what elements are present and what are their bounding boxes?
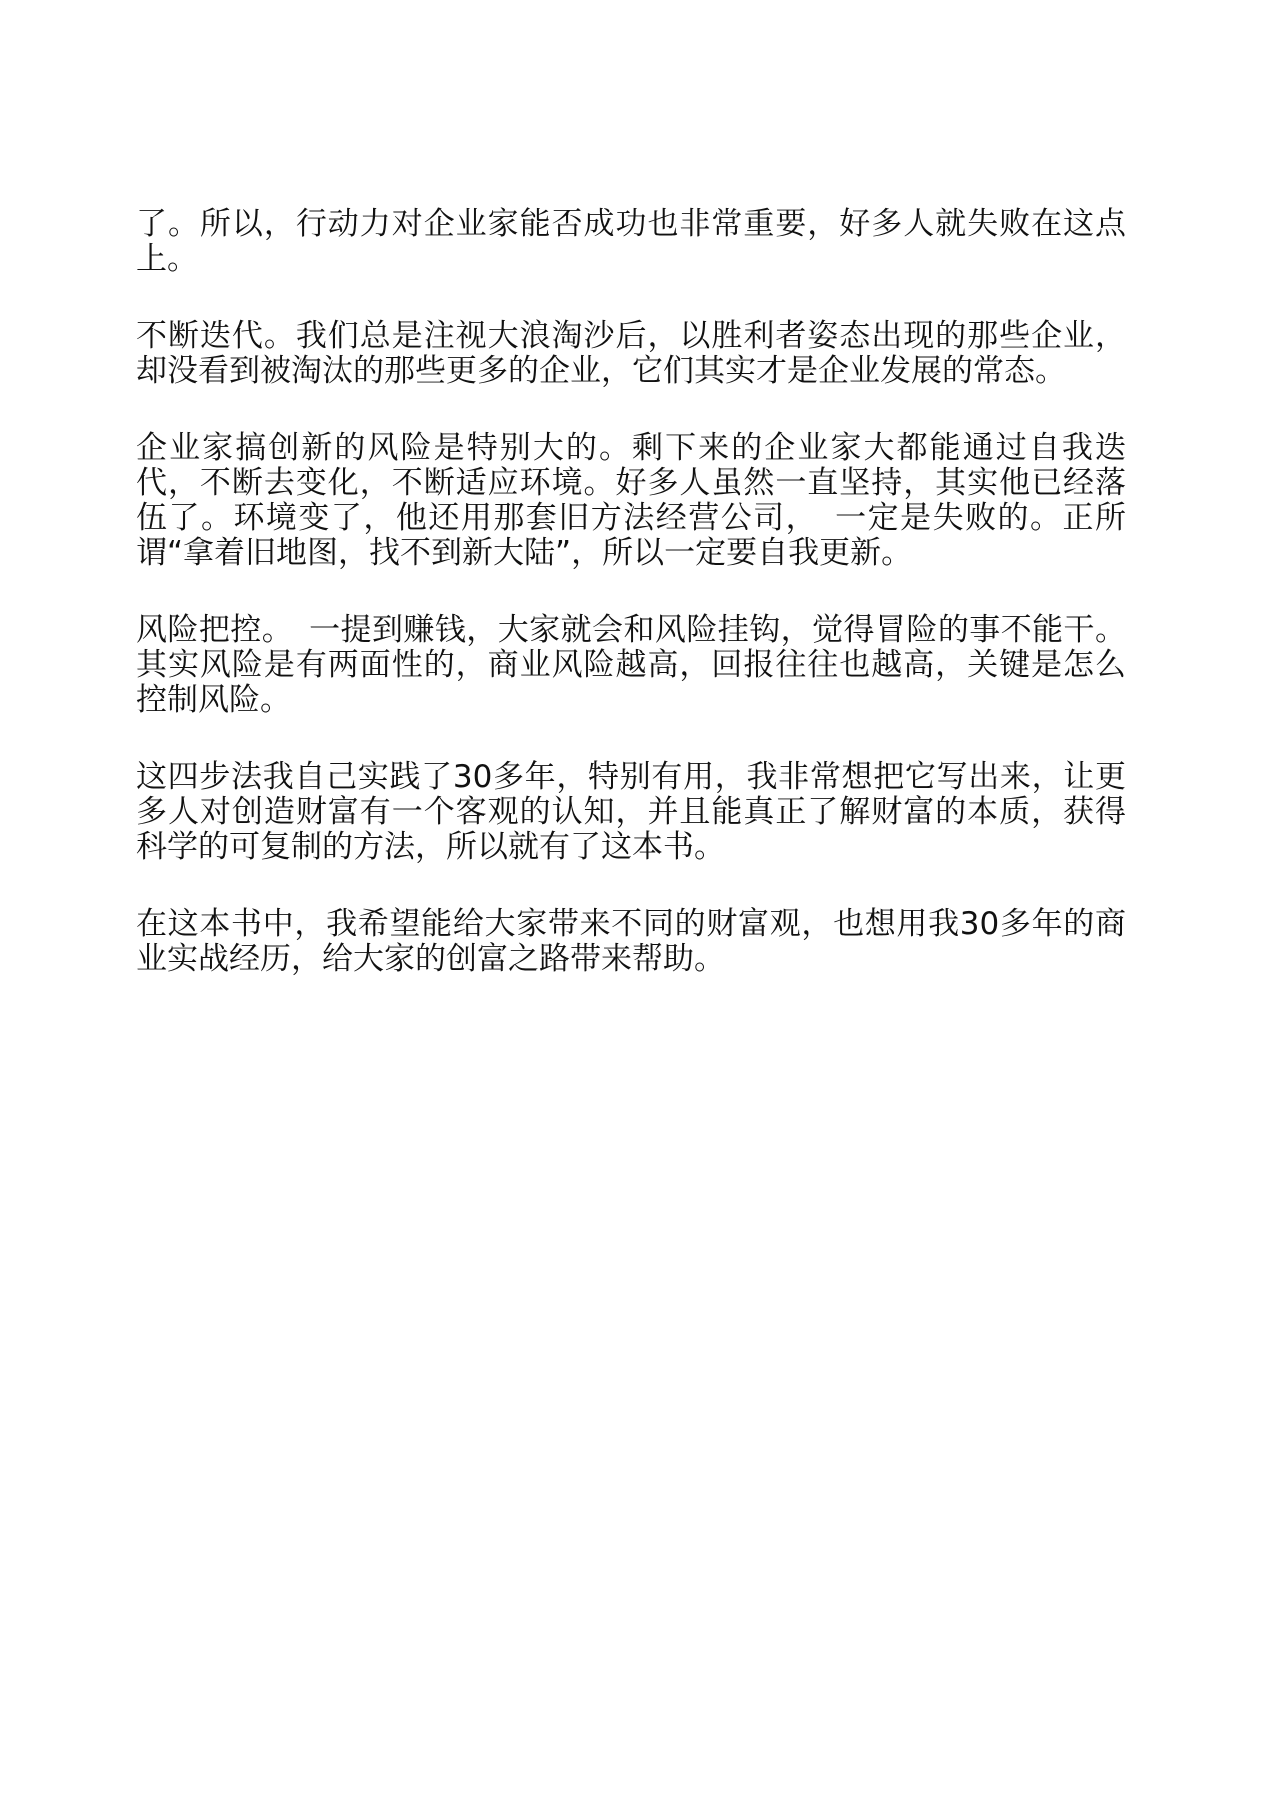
paragraph-innovation-risk: 企业家搞创新的风险是特别大的。剩下来的企业家大都能通过自我迭代，不断去变化，不断适应环境。好多人虽然一直坚持，其实他已经落伍了。环境变了，他还用那套旧方法经营公司， 一定是失败的。正所谓“拿着旧地图，找不到新大陆”，所以一定要自我更新。 [136, 430, 1126, 571]
paragraph-four-steps: 这四步法我自己实践了30多年，特别有用，我非常想把它写出来，让更多人对创造财富有一个客观的认知，并且能真正了解财富的本质，获得科学的可复制的方法，所以就有了这本书。 [136, 759, 1126, 865]
paragraph-iteration: 不断迭代。我们总是注视大浪淘沙后，以胜利者姿态出现的那些企业，却没看到被淘汰的那些更多的企业，它们其实才是企业发展的常态。 [136, 318, 1126, 389]
paragraph-risk-control: 风险把控。 一提到赚钱，大家就会和风险挂钩，觉得冒险的事不能干。其实风险是有两面性的，商业风险越高，回报往往也越高，关键是怎么控制风险。 [136, 612, 1126, 718]
body-text [136, 207, 1126, 1019]
paragraph-book-purpose: 在这本书中，我希望能给大家带来不同的财富观，也想用我30多年的商业实战经历，给大家的创富之路带来帮助。 [136, 906, 1126, 977]
paragraph-action: 了。所以，行动力对企业家能否成功也非常重要，好多人就失败在这点上。 [136, 206, 1126, 277]
